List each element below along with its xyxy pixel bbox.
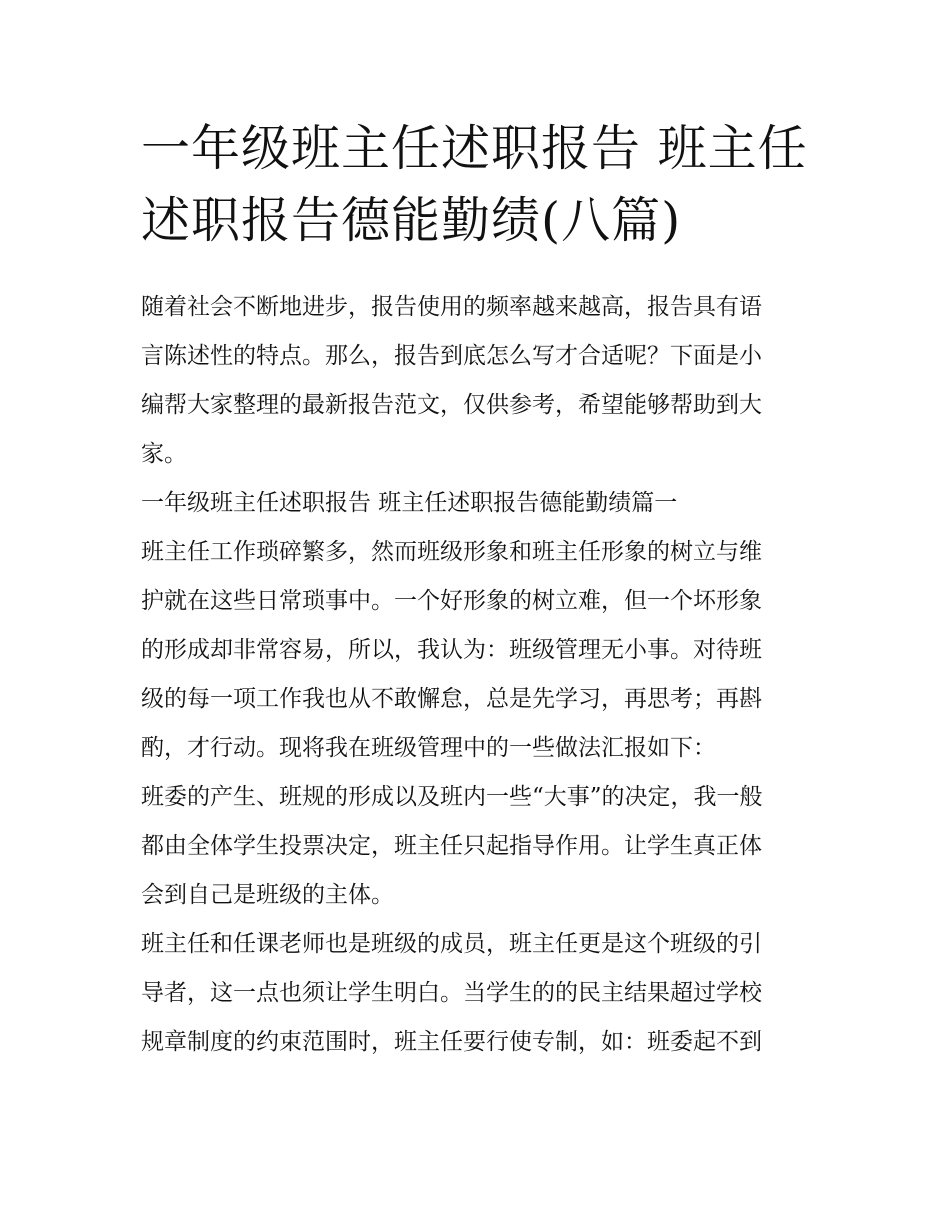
title-line: 一年级班主任述职报告 班主任 xyxy=(141,120,808,177)
text-line: 会到自己是班级的主体。 xyxy=(141,882,394,908)
text-line: 班主任工作琐碎繁多，然而班级形象和班主任形象的树立与维 xyxy=(141,539,762,565)
text-line: 导者，这一点也须让学生明白。当学生的的民主结果超过学校 xyxy=(141,980,762,1006)
title-line: 述职报告德能勤绩(八篇) xyxy=(141,192,682,249)
document-page xyxy=(141,113,811,1067)
body-paragraph xyxy=(141,773,811,920)
section-heading: 一年级班主任述职报告 班主任述职报告德能勤绩篇一 xyxy=(141,490,678,516)
text-line: 编帮大家整理的最新报告范文，仅供参考，希望能够帮助到大 xyxy=(141,392,762,418)
text-line: 护就在这些日常琐事中。一个好形象的树立难，但一个坏形象 xyxy=(141,588,762,614)
text-line: 的形成却非常容易，所以，我认为：班级管理无小事。对待班 xyxy=(141,637,762,663)
text-line: 家。 xyxy=(141,441,187,467)
text-line: 言陈述性的特点。那么，报告到底怎么写才合适呢？下面是小 xyxy=(141,343,762,369)
text-line: 酌，才行动。现将我在班级管理中的一些做法汇报如下： xyxy=(141,735,716,761)
text-line: 班主任和任课老师也是班级的成员，班主任更是这个班级的引 xyxy=(141,931,762,957)
text-line: 班委的产生、班规的形成以及班内一些“大事”的决定，我一般 xyxy=(141,784,763,810)
text-line: 都由全体学生投票决定，班主任只起指导作用。让学生真正体 xyxy=(141,833,762,859)
document-title xyxy=(141,113,811,257)
intro-paragraph xyxy=(141,283,811,479)
text-line: 规章制度的约束范围时，班主任要行使专制，如：班委起不到 xyxy=(141,1029,762,1055)
text-line: 级的每一项工作我也从不敢懈怠，总是先学习，再思考；再斟 xyxy=(141,686,762,712)
body-paragraph xyxy=(141,920,811,1067)
text-line: 随着社会不断地进步，报告使用的频率越来越高，报告具有语 xyxy=(141,294,762,320)
body-paragraph xyxy=(141,528,811,773)
